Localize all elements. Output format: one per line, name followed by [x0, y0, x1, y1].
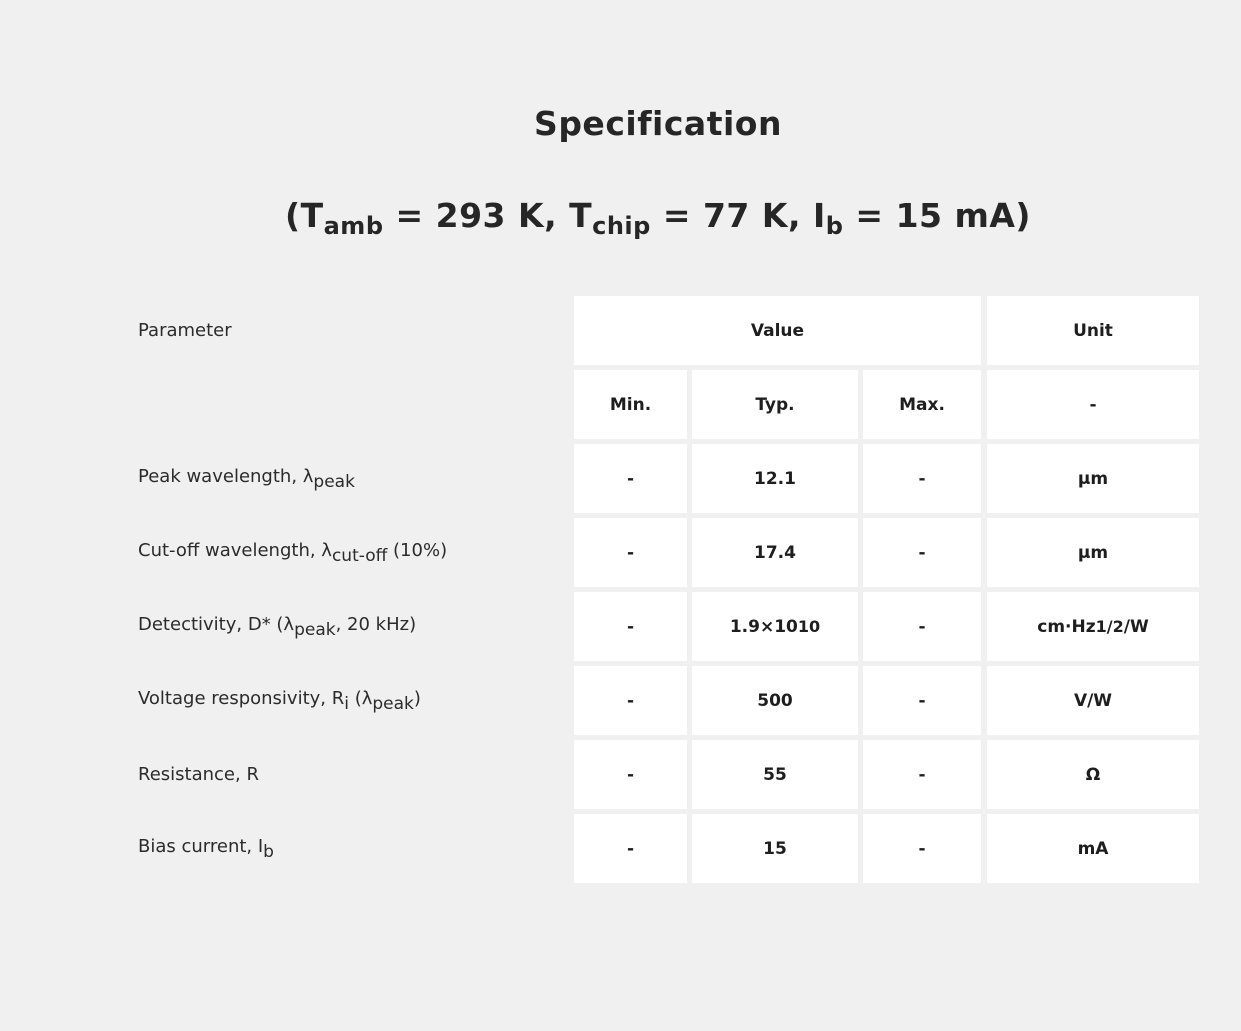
typ-header: Typ. — [692, 370, 858, 439]
cell-typ: 15 — [692, 814, 858, 883]
row-parameter: Resistance, R — [138, 764, 259, 785]
cell-unit: cm·Hz 1/2 /W — [987, 592, 1199, 661]
cell-max: - — [863, 666, 981, 735]
cell-unit: µm — [987, 518, 1199, 587]
cell-typ: 55 — [692, 740, 858, 809]
cell-typ: 500 — [692, 666, 858, 735]
row-parameter: Detectivity, D* ($\lambda_{peak}$, 20 kHz) — [138, 614, 417, 640]
unit-subheader: - — [987, 370, 1199, 439]
cell-typ: 1.9×10 10 — [692, 592, 858, 661]
value-header: Value — [574, 296, 981, 365]
cell-min: - — [574, 444, 687, 513]
cell-min: - — [574, 518, 687, 587]
max-header: Max. — [863, 370, 981, 439]
cell-max: - — [863, 518, 981, 587]
cell-min: - — [574, 740, 687, 809]
cell-unit: Ω — [987, 740, 1199, 809]
cell-max: - — [863, 814, 981, 883]
row-parameter: Peak wavelength, $\lambda_{peak}$ — [138, 466, 355, 492]
page-title: Specification — [534, 104, 782, 143]
cell-max: - — [863, 444, 981, 513]
parameter-header: Parameter — [138, 320, 232, 341]
cell-typ: 12.1 — [692, 444, 858, 513]
cell-unit: µm — [987, 444, 1199, 513]
cell-min: - — [574, 666, 687, 735]
row-parameter: Bias current, $I_b$ — [138, 836, 274, 862]
row-parameter: Cut-off wavelength, $\lambda_{cut-off}$ (10%) — [138, 540, 448, 566]
min-header: Min. — [574, 370, 687, 439]
cell-min: - — [574, 814, 687, 883]
measurement-conditions: ($T_{amb} = 293$ K, $T_{chip} = 77$ K, $I_b = 15$ mA) — [285, 196, 1031, 240]
cell-max: - — [863, 740, 981, 809]
cell-typ: 17.4 — [692, 518, 858, 587]
cell-min: - — [574, 592, 687, 661]
cell-unit: mA — [987, 814, 1199, 883]
cell-unit: V/W — [987, 666, 1199, 735]
unit-header: Unit — [987, 296, 1199, 365]
row-parameter: Voltage responsivity, $R_i$ $(\lambda_{peak})$ — [138, 688, 421, 714]
cell-max: - — [863, 592, 981, 661]
